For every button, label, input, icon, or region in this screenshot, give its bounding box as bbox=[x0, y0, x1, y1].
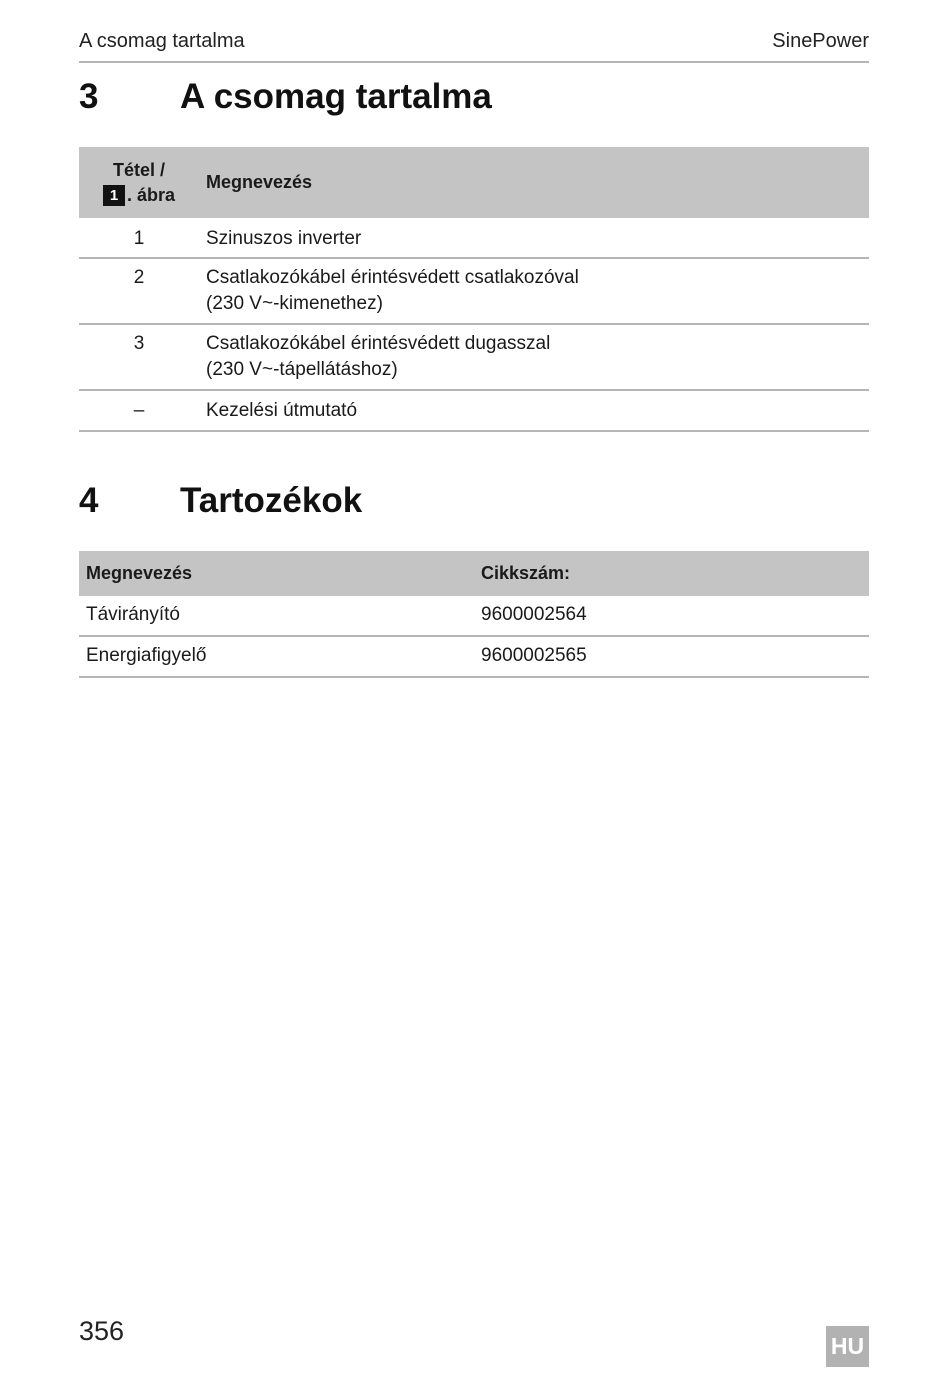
running-header bbox=[79, 30, 869, 63]
figure-number-badge: 1 bbox=[103, 185, 125, 206]
section-3-heading bbox=[79, 77, 492, 117]
item-number: – bbox=[133, 400, 145, 421]
table-header-row bbox=[79, 147, 869, 218]
item-name bbox=[199, 218, 869, 258]
section-4-heading bbox=[79, 481, 362, 521]
accessory-name: Távirányító bbox=[86, 604, 180, 625]
item-name bbox=[199, 390, 869, 431]
table-row bbox=[79, 258, 869, 324]
item-column-header bbox=[79, 147, 199, 218]
item-name bbox=[199, 324, 869, 390]
item-name-line2: (230 V~-kimenethez) bbox=[206, 293, 383, 314]
article-number-column-header: Cikkszám: bbox=[481, 563, 571, 583]
item-name-line2: (230 V~-tápellátáshoz) bbox=[206, 359, 398, 380]
article-number: 9600002565 bbox=[481, 645, 587, 666]
page-number: 356 bbox=[79, 1316, 125, 1346]
item-name-line1: Kezelési útmutató bbox=[206, 400, 358, 421]
header-product-name: SinePower bbox=[772, 30, 869, 52]
name-column-header: Megnevezés bbox=[206, 172, 313, 192]
table-row bbox=[79, 596, 869, 636]
table-row bbox=[79, 324, 869, 390]
table-row bbox=[79, 636, 869, 677]
item-header-line2 bbox=[79, 183, 199, 208]
header-chapter-title: A csomag tartalma bbox=[79, 30, 245, 52]
table-row bbox=[79, 390, 869, 431]
section-3-number: 3 bbox=[79, 77, 99, 116]
item-name-line1: Csatlakozókábel érintésvédett dugasszal bbox=[206, 333, 551, 354]
item-number: 3 bbox=[133, 333, 145, 354]
item-name-line1: Szinuszos inverter bbox=[206, 228, 362, 249]
item-number: 2 bbox=[133, 267, 145, 288]
name-column-header: Megnevezés bbox=[86, 563, 193, 583]
table-row bbox=[79, 218, 869, 258]
section-4-title: Tartozékok bbox=[180, 481, 363, 520]
item-number: 1 bbox=[133, 228, 145, 249]
package-contents-table bbox=[79, 147, 869, 432]
item-header-line1: Tétel / bbox=[112, 159, 165, 180]
accessory-name: Energiafigyelő bbox=[86, 645, 207, 666]
accessories-table bbox=[79, 551, 869, 678]
item-name bbox=[199, 258, 869, 324]
article-number: 9600002564 bbox=[481, 604, 587, 625]
figure-label: . ábra bbox=[126, 184, 176, 205]
section-3-title: A csomag tartalma bbox=[180, 77, 492, 116]
language-badge: HU bbox=[826, 1326, 869, 1367]
item-name-line1: Csatlakozókábel érintésvédett csatlakozóval bbox=[206, 267, 579, 288]
table-header-row bbox=[79, 551, 869, 596]
section-4-number: 4 bbox=[79, 481, 99, 520]
